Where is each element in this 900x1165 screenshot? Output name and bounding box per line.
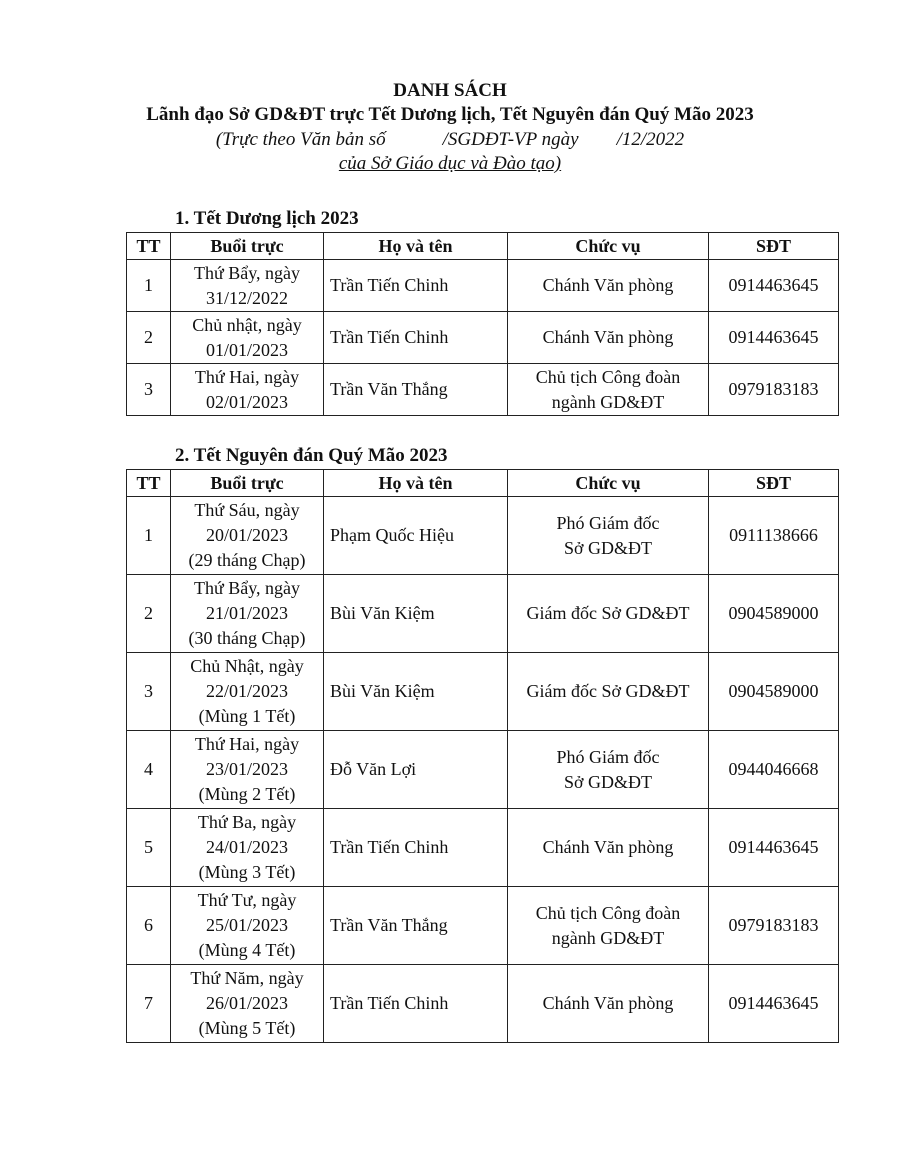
cell-phone: 0904589000 xyxy=(709,653,839,731)
cell-position: Phó Giám đốc Sở GD&ĐT xyxy=(508,497,709,575)
cell-position: Giám đốc Sở GD&ĐT xyxy=(508,653,709,731)
cell-full-name: Phạm Quốc Hiệu xyxy=(324,497,508,575)
cell-duty-time: Thứ Bẩy, ngày 31/12/2022 xyxy=(171,260,324,312)
cell-duty-time: Thứ Tư, ngày 25/01/2023 (Mùng 4 Tết) xyxy=(171,887,324,965)
cell-row-number: 3 xyxy=(127,364,171,416)
cell-position: Chủ tịch Công đoàn ngành GD&ĐT xyxy=(508,364,709,416)
table-row xyxy=(127,965,839,1043)
header-phone: SĐT xyxy=(709,470,839,497)
table-tet-duong-lich xyxy=(126,232,839,416)
cell-position: Phó Giám đốc Sở GD&ĐT xyxy=(508,731,709,809)
cell-duty-time: Chủ nhật, ngày 01/01/2023 xyxy=(171,312,324,364)
header-row-number: TT xyxy=(127,233,171,260)
cell-phone: 0979183183 xyxy=(709,364,839,416)
reference-line: (Trực theo Văn bản số /SGDĐT-VP ngày /12/2022 xyxy=(215,129,685,150)
table-row xyxy=(127,497,839,575)
cell-full-name: Trần Tiến Chinh xyxy=(324,809,508,887)
cell-full-name: Trần Tiến Chinh xyxy=(324,312,508,364)
cell-phone: 0914463645 xyxy=(709,965,839,1043)
cell-full-name: Bùi Văn Kiệm xyxy=(324,575,508,653)
cell-row-number: 1 xyxy=(127,260,171,312)
header-row-number: TT xyxy=(127,470,171,497)
doc-subtitle: Lãnh đạo Sở GD&ĐT trực Tết Dương lịch, Tết Nguyên đán Quý Mão 2023 xyxy=(146,104,754,125)
table-row xyxy=(127,653,839,731)
table-row xyxy=(127,887,839,965)
section-2-title: 2. Tết Nguyên đán Quý Mão 2023 xyxy=(175,445,448,466)
reference-line-2-wrap xyxy=(0,153,900,175)
cell-full-name: Đỗ Văn Lợi xyxy=(324,731,508,809)
cell-duty-time: Thứ Năm, ngày 26/01/2023 (Mùng 5 Tết) xyxy=(171,965,324,1043)
cell-row-number: 2 xyxy=(127,312,171,364)
cell-phone: 0914463645 xyxy=(709,260,839,312)
header-duty-time: Buổi trực xyxy=(171,470,324,497)
cell-full-name: Trần Tiến Chinh xyxy=(324,965,508,1043)
header-position: Chức vụ xyxy=(508,470,709,497)
table-row xyxy=(127,260,839,312)
cell-row-number: 2 xyxy=(127,575,171,653)
table-row xyxy=(127,312,839,364)
section-1-title: 1. Tết Dương lịch 2023 xyxy=(175,208,359,229)
header-phone: SĐT xyxy=(709,233,839,260)
cell-full-name: Trần Văn Thắng xyxy=(324,887,508,965)
cell-duty-time: Thứ Hai, ngày 02/01/2023 xyxy=(171,364,324,416)
cell-position: Chánh Văn phòng xyxy=(508,965,709,1043)
cell-row-number: 3 xyxy=(127,653,171,731)
header-position: Chức vụ xyxy=(508,233,709,260)
cell-duty-time: Thứ Bẩy, ngày 21/01/2023 (30 tháng Chạp) xyxy=(171,575,324,653)
cell-row-number: 5 xyxy=(127,809,171,887)
cell-full-name: Bùi Văn Kiệm xyxy=(324,653,508,731)
table-row xyxy=(127,809,839,887)
cell-phone: 0914463645 xyxy=(709,312,839,364)
cell-position: Chánh Văn phòng xyxy=(508,809,709,887)
cell-phone: 0944046668 xyxy=(709,731,839,809)
table-tet-nguyen-dan xyxy=(126,469,839,1043)
cell-phone: 0914463645 xyxy=(709,809,839,887)
cell-row-number: 7 xyxy=(127,965,171,1043)
cell-duty-time: Thứ Hai, ngày 23/01/2023 (Mùng 2 Tết) xyxy=(171,731,324,809)
cell-row-number: 1 xyxy=(127,497,171,575)
doc-title: DANH SÁCH xyxy=(393,80,507,101)
cell-full-name: Trần Tiến Chinh xyxy=(324,260,508,312)
cell-phone: 0979183183 xyxy=(709,887,839,965)
table-row xyxy=(127,364,839,416)
table-row xyxy=(127,731,839,809)
header-duty-time: Buổi trực xyxy=(171,233,324,260)
header-full-name: Họ và tên xyxy=(324,470,508,497)
cell-row-number: 4 xyxy=(127,731,171,809)
cell-position: Chánh Văn phòng xyxy=(508,312,709,364)
reference-line-2: của Sở Giáo dục và Đào tạo) xyxy=(338,153,562,174)
cell-duty-time: Thứ Sáu, ngày 20/01/2023 (29 tháng Chạp) xyxy=(171,497,324,575)
table-row xyxy=(127,575,839,653)
cell-duty-time: Thứ Ba, ngày 24/01/2023 (Mùng 3 Tết) xyxy=(171,809,324,887)
cell-position: Giám đốc Sở GD&ĐT xyxy=(508,575,709,653)
cell-row-number: 6 xyxy=(127,887,171,965)
cell-phone: 0911138666 xyxy=(709,497,839,575)
cell-full-name: Trần Văn Thắng xyxy=(324,364,508,416)
header-full-name: Họ và tên xyxy=(324,233,508,260)
cell-phone: 0904589000 xyxy=(709,575,839,653)
cell-duty-time: Chủ Nhật, ngày 22/01/2023 (Mùng 1 Tết) xyxy=(171,653,324,731)
cell-position: Chủ tịch Công đoàn ngành GD&ĐT xyxy=(508,887,709,965)
cell-position: Chánh Văn phòng xyxy=(508,260,709,312)
